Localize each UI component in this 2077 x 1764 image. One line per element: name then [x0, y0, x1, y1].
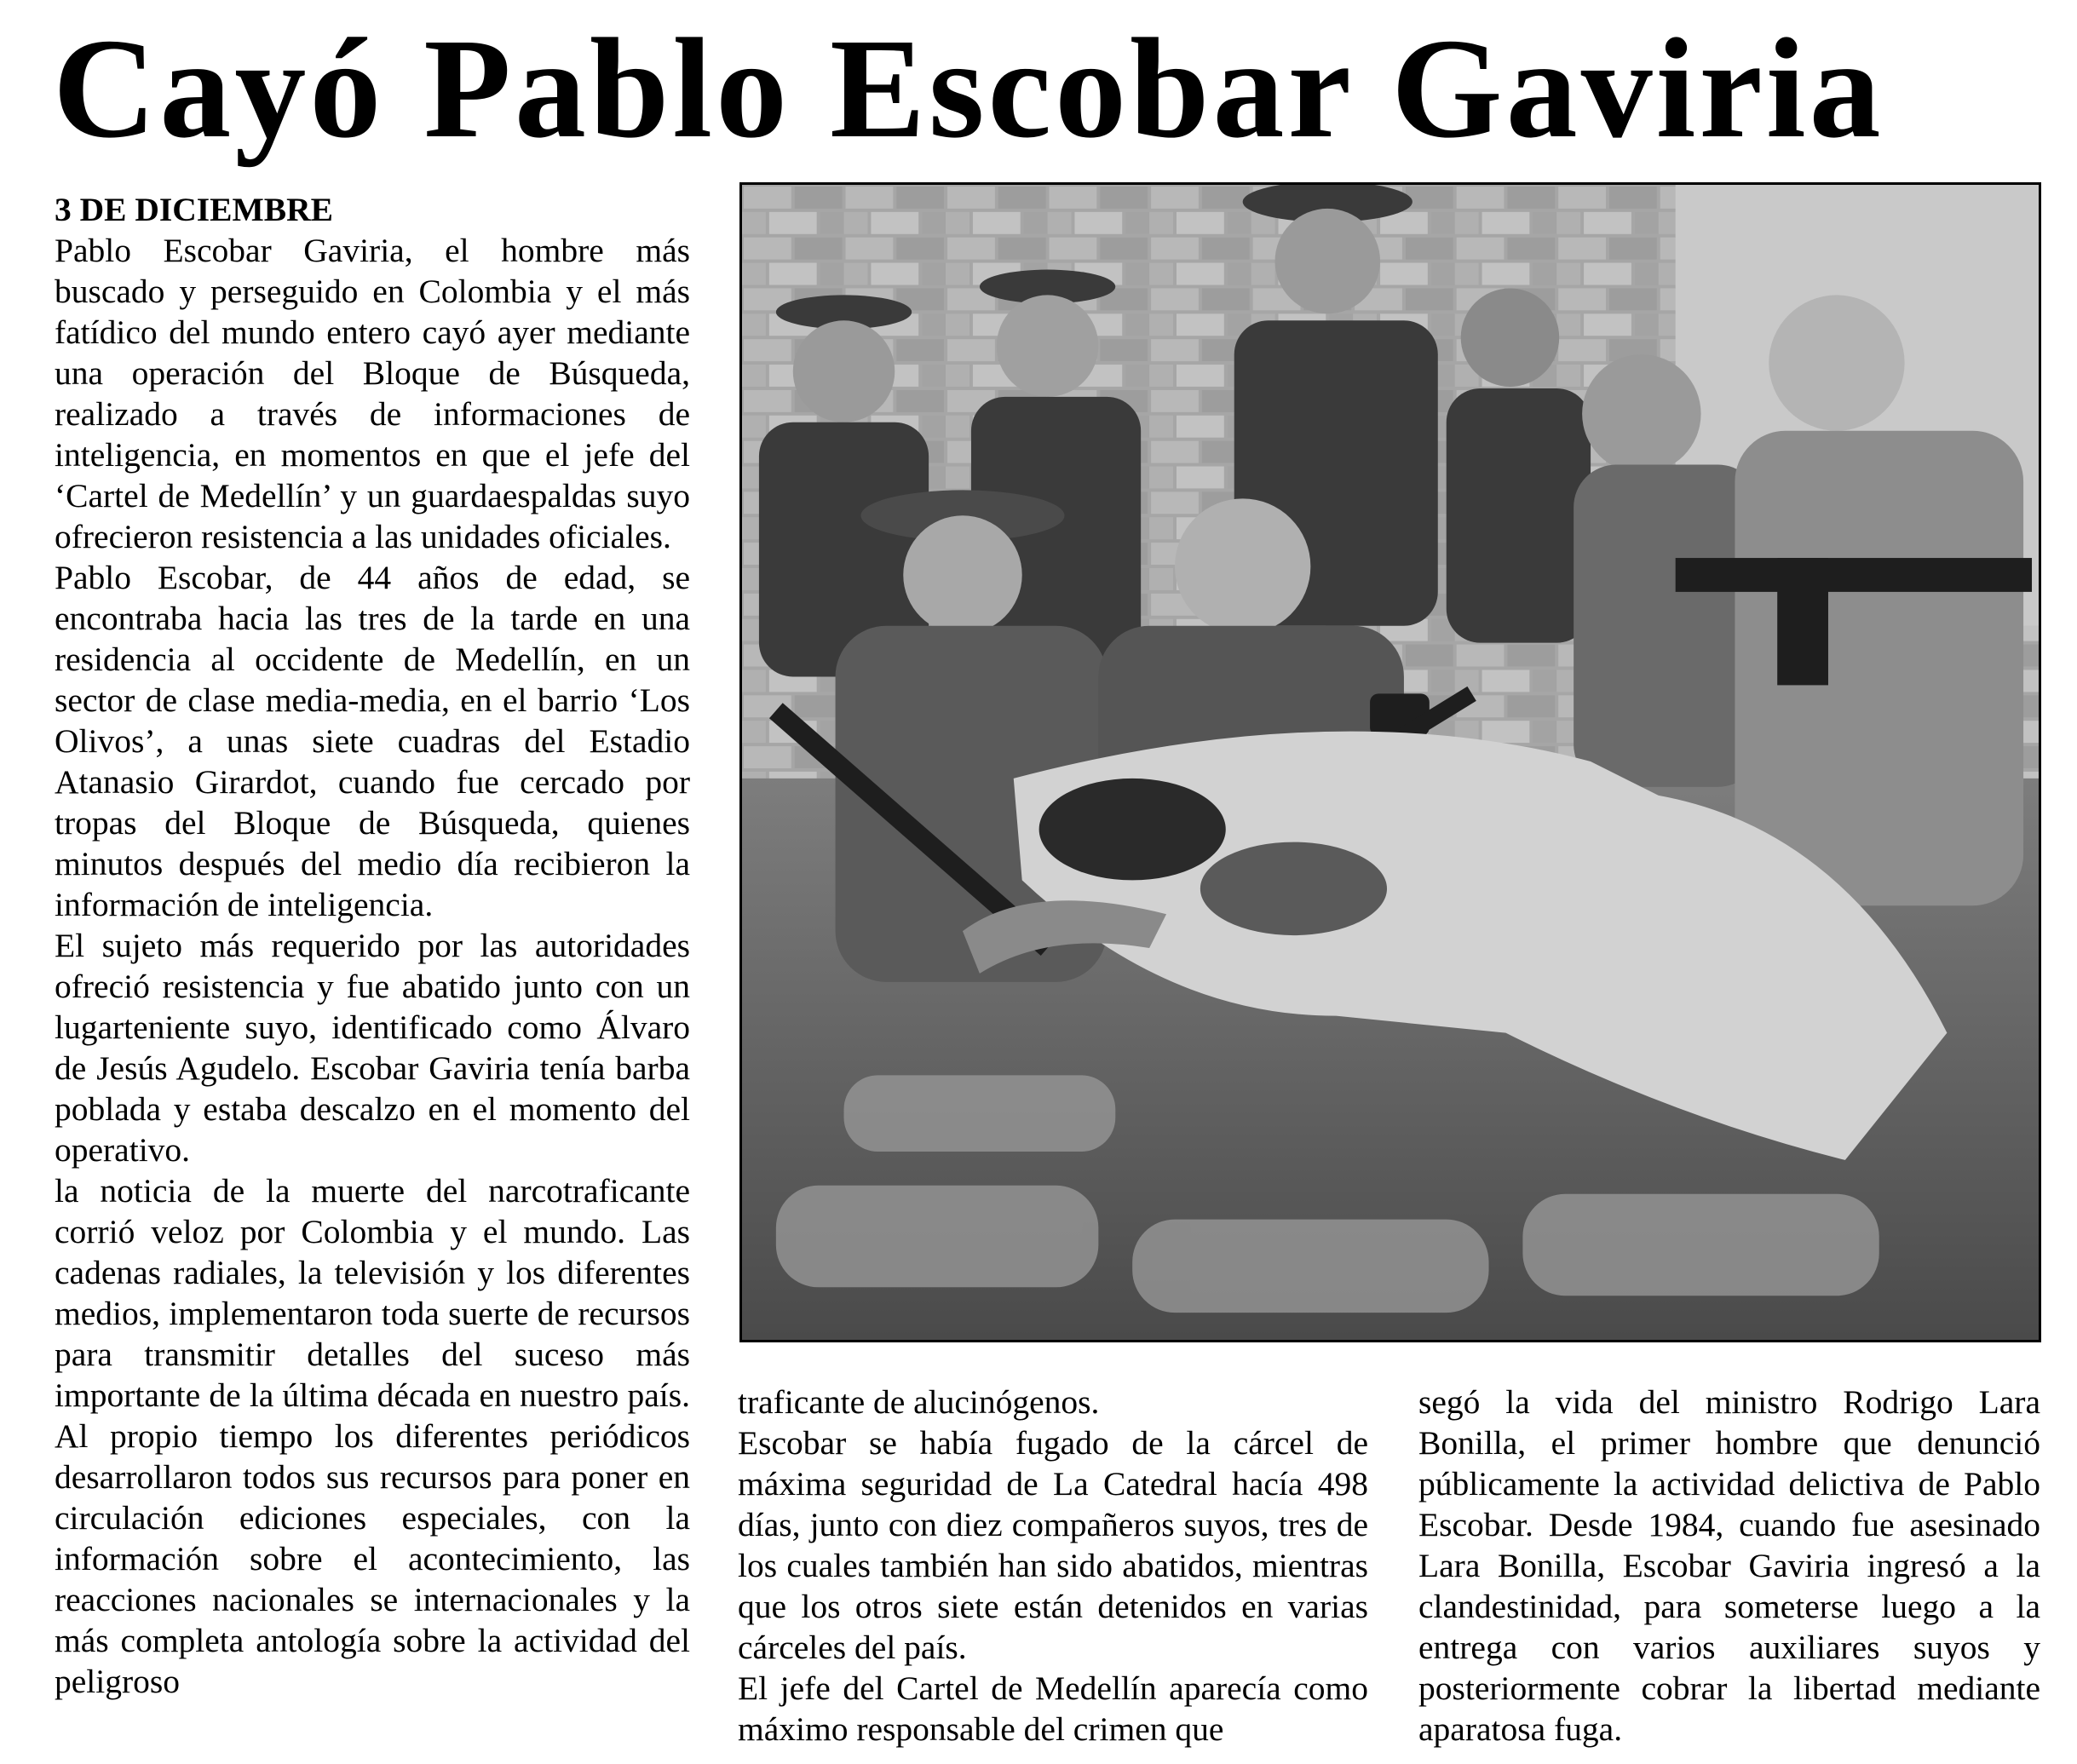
dateline: 3 DE DICIEMBRE — [55, 191, 334, 228]
paragraph-1: Pablo Escobar Gaviria, el hombre más buscado y perseguido en Colombia y el más fatídico del mundo entero cayó ayer mediante una operación del Bloque de Búsqueda, realizado a través de informaciones de inteligencia, en momentos en que el jefe del ‘Cartel de Medellín’ y un guardaespaldas suyo ofrecieron resistencia a las unidades oficiales. — [55, 232, 690, 555]
news-photo — [739, 182, 2041, 1342]
article-column-left — [55, 189, 690, 1702]
paragraph-6: Escobar se había fugado de la cárcel de máxima seguridad de La Catedral hacía 498 días, junto con diez compañeros suyos, tres de los cuales también han sido abatidos, mientras que los otros siete están detenidos en varias cárceles del país. — [738, 1424, 1368, 1666]
paragraph-8: segó la vida del ministro Rodrigo Lara Bonilla, el primer hombre que denunció públicamente la actividad delictiva de Pablo Escobar. Desde 1984, cuando fue asesinado Lara Bonilla, Escobar Gaviria ingresó a la clandestinidad, para someterse luego a la entrega con varios auxiliares suyos y posteriormente cobrar la libertad mediante aparatosa fuga. — [1418, 1383, 2040, 1748]
paragraph-3: El sujeto más requerido por las autoridades ofreció resistencia y fue abatido junto con un lugarteniente suyo, identificado como Álvaro de Jesús Agudelo. Escobar Gaviria tenía barba poblada y estaba descalzo en el momento del operativo. — [55, 927, 690, 1169]
article-column-middle — [738, 1382, 1368, 1750]
article-column-right — [1418, 1382, 2040, 1750]
paragraph-4: la noticia de la muerte del narcotraficante corrió veloz por Colombia y el mundo. Las cadenas radiales, la televisión y los diferentes medios, implementaron toda suerte de recursos para transmitir detalles del suceso más importante de la última década en nuestro país. Al propio tiempo los diferentes periódicos desarrollaron todos sus recursos para poner en circulación ediciones especiales, con la información sobre el acontecimiento, las reacciones nacionales se internacionales y la más completa antología sobre la actividad del peligroso — [55, 1172, 690, 1700]
paragraph-7: El jefe del Cartel de Medellín aparecía como máximo responsable del crimen que — [738, 1669, 1368, 1748]
paragraph-2: Pablo Escobar, de 44 años de edad, se encontraba hacia las tres de la tarde en una residencia al occidente de Medellín, en un sector de clase media-media, en el barrio ‘Los Olivos’, a unas siete cuadras del Estadio Atanasio Girardot, cuando fue cercado por tropas del Bloque de Búsqueda, quienes minutos después del medio día recibieron la información de inteligencia. — [55, 559, 690, 923]
photo-icon — [742, 185, 2039, 1340]
paragraph-5: traficante de alucinógenos. — [738, 1383, 1100, 1421]
headline: Cayó Pablo Escobar Gaviria — [53, 9, 1884, 168]
